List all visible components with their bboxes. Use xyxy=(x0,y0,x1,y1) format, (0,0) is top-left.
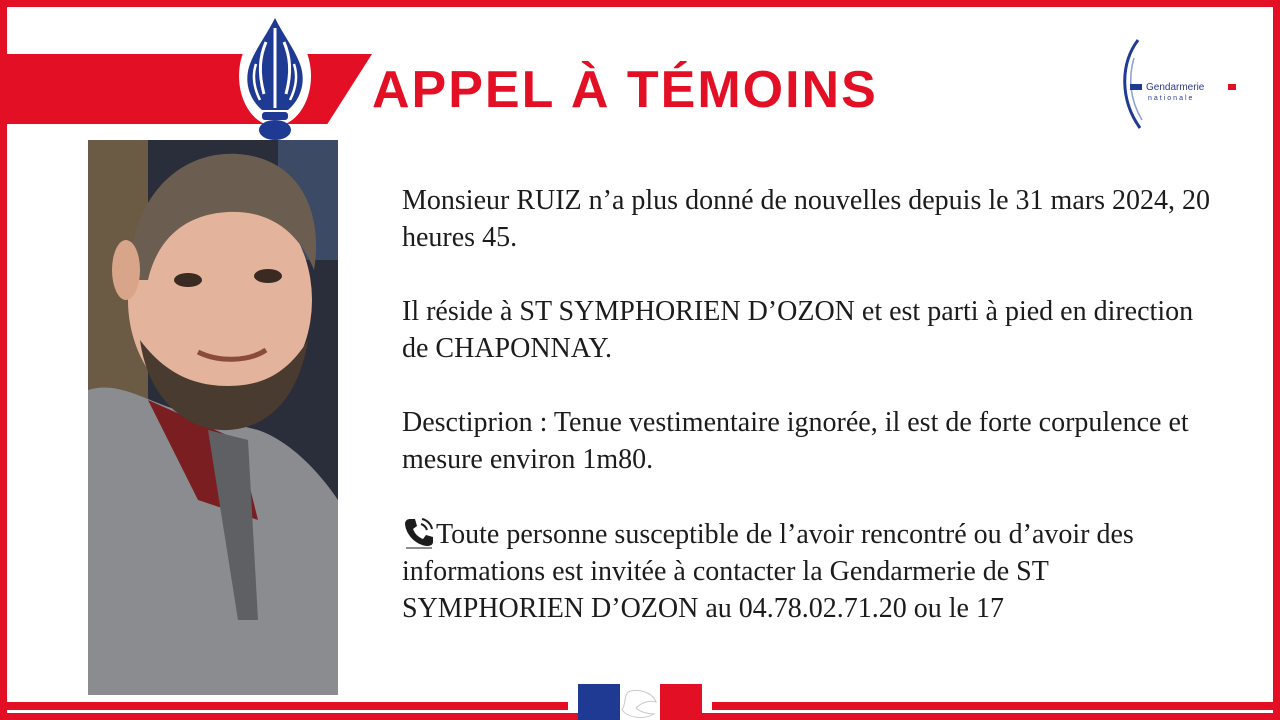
bottom-red-line-left xyxy=(0,702,568,710)
gendarmerie-logo xyxy=(1118,34,1242,134)
logo-line-1: Gendarmerie xyxy=(1146,82,1205,93)
notice-paragraph-description: Desctiprion : Tenue vestimentaire ignorée, il est de forte corpulence et mesure environ 1m80. xyxy=(402,407,1189,475)
notice-paragraph-residence: Il réside à ST SYMPHORIEN D’OZON et est parti à pied en direction de CHAPONNAY. xyxy=(402,296,1194,364)
logo-line-2: nationale xyxy=(1148,95,1195,102)
notice-paragraph-last-seen: Monsieur RUIZ n’a plus donné de nouvelles depuis le 31 mars 2024, 20 heures 45. xyxy=(402,185,1210,253)
notice-paragraph-contact xyxy=(402,515,1222,627)
marianne-flag-icon xyxy=(578,684,702,720)
gendarmerie-flame-icon xyxy=(236,14,314,142)
bottom-red-line-right xyxy=(712,702,1280,710)
contact-text: Toute personne susceptible de l’avoir rencontré ou d’avoir des informations est invitée à contacter la Gendarmerie de ST SYMPHORIEN D’OZON au 04.78.02.71.20 ou le 17 xyxy=(402,519,1134,624)
phone-icon xyxy=(402,515,436,549)
notice-body xyxy=(402,182,1222,664)
missing-person-photo xyxy=(88,140,338,695)
header-red-band xyxy=(0,54,372,124)
page-title: APPEL À TÉMOINS xyxy=(372,61,878,119)
